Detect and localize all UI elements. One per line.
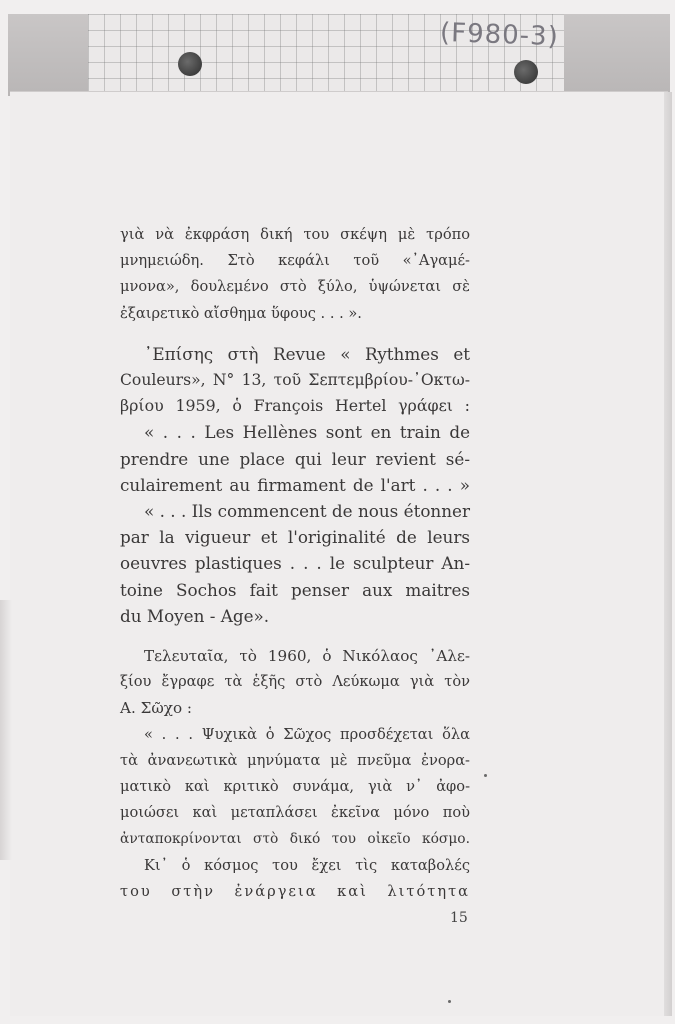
text-line: ματικὸ καὶ κριτικὸ συνάμα, γιὰ ν᾿ ἀφο-	[120, 778, 470, 796]
page-number: 15	[450, 910, 468, 926]
speck	[448, 1000, 451, 1003]
text-line: oeuvres plastiques . . . le sculpteur An-	[120, 553, 470, 574]
text-line: par la vigueur et l'originalité de leurs	[120, 527, 470, 548]
text-line: ἐξαιρετικὸ αἴσθημα ὕφους . . . ».	[120, 304, 362, 322]
text-line: μνονα», δουλεμένο στὸ ξύλο, ὑψώνεται σὲ	[120, 278, 470, 296]
text-line: « . . . Les Hellènes sont en train de	[144, 422, 470, 443]
paragraph	[120, 222, 470, 327]
text-line: « . . . Ils commencent de nous étonner	[144, 501, 470, 522]
text-line: ᾿Επίσης στὴ Revue « Rythmes et	[144, 343, 470, 364]
text-line: culairement au firmament de l'art . . . »	[120, 474, 470, 495]
text-line: τὰ ἀνανεωτικὰ μηνύματα μὲ πνεῦμα ἐνορα-	[120, 751, 470, 769]
punch-hole	[514, 60, 538, 84]
punch-hole	[178, 52, 202, 76]
text-line: του στὴν ἐνάργεια καὶ λιτότητα	[120, 882, 470, 900]
text-line: ξίου ἔγραφε τὰ ἑξῆς στὸ Λεύκωμα γιὰ τὸν	[120, 673, 470, 691]
text-line: γιὰ νὰ ἐκφράση δική του σκέψη μὲ τρόπο	[120, 226, 470, 243]
binder-tab-right	[562, 14, 670, 96]
paragraph	[120, 341, 470, 629]
body-text	[120, 222, 470, 905]
text-line: ἀνταποκρίνονται στὸ δικό του οἰκεῖο κόσμο.	[120, 831, 470, 848]
text-line: Couleurs», N° 13, τοῦ Σεπτεμβρίου-᾿Οκτω-	[120, 371, 470, 390]
text-line: Κι᾿ ὁ κόσμος του ἔχει τὶς καταβολές	[144, 856, 470, 874]
page-edge	[664, 92, 672, 1016]
binder-tab-left	[8, 14, 90, 96]
page-tear	[0, 600, 12, 860]
speck	[484, 774, 487, 777]
text-line: μοιώσει καὶ μεταπλάσει ἐκεῖνα μόνο ποὺ	[120, 804, 470, 822]
text-line: prendre une place qui leur revient sé-	[120, 448, 470, 469]
text-line: Α. Σῶχο :	[120, 699, 193, 718]
text-line: du Moyen - Age».	[120, 605, 270, 626]
text-line: « . . . Ψυχικὰ ὁ Σῶχος προσδέχεται ὅλα	[144, 725, 470, 743]
archive-reference: (F980-3)	[439, 17, 560, 53]
text-line: βρίου 1959, ὁ François Hertel γράφει :	[120, 396, 470, 416]
text-line: Τελευταῖα, τὸ 1960, ὁ Νικόλαος ᾿Αλε-	[144, 647, 470, 666]
text-line: toine Sochos fait penser aux maitres	[120, 579, 470, 600]
text-line: μνημειώδη. Στὸ κεφάλι τοῦ «᾿Αγαμέ-	[120, 252, 470, 270]
paragraph	[120, 643, 470, 905]
